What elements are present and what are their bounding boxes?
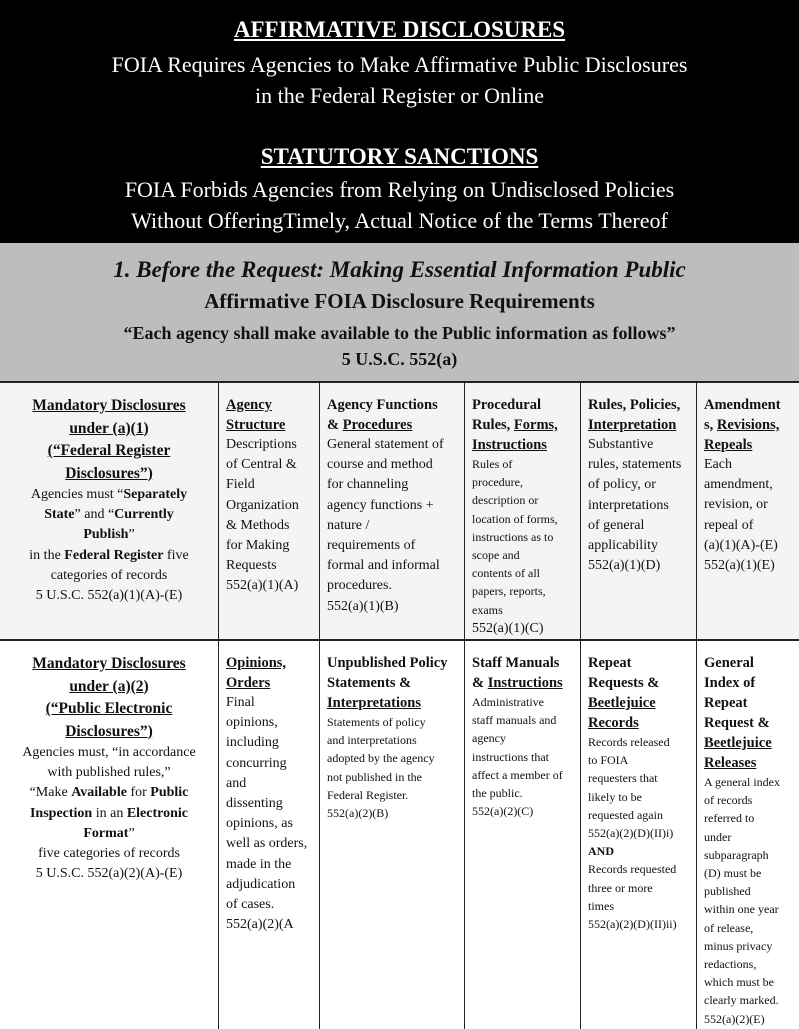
cell-heading: Rules, — [472, 417, 514, 433]
affirmative-disclosures-line2: in the Federal Register or Online — [255, 83, 544, 108]
cell-line: Rules of — [472, 457, 513, 471]
section-quote: “Each agency shall make available to the Public information as follows” — [123, 323, 676, 343]
cell-heading: Rules, Policies, — [588, 397, 681, 413]
cell-text-bold: Publish — [83, 527, 129, 543]
cell-line: & Methods — [226, 517, 290, 533]
cell-line: Records released — [588, 735, 670, 749]
cell-line: subparagraph — [704, 847, 769, 862]
cell-line: well as orders, — [226, 836, 308, 852]
cell-line: of records — [704, 793, 753, 808]
cell-line: exams — [472, 602, 503, 617]
affirmative-disclosures-heading: AFFIRMATIVE DISCLOSURES — [233, 17, 566, 42]
cell-line: requesters that — [588, 771, 658, 786]
cell-line: of cases. — [226, 897, 275, 913]
cell-body — [472, 693, 574, 802]
table-cell-mandatory-a1 — [0, 383, 218, 639]
cell-text-bold: Separately — [123, 487, 188, 502]
statutory-sanctions-line2: Without OfferingTimely, Actual Notice of the Terms Thereof — [131, 208, 668, 233]
cell-heading: Repeat — [588, 655, 632, 671]
cell-heading: Beetlejuice — [704, 735, 772, 751]
cell-line: papers, reports, — [472, 584, 546, 599]
cell-text-bold: Available — [71, 785, 127, 801]
cell-line: Statements of policy — [327, 715, 426, 729]
statutory-sanctions-block — [0, 144, 799, 236]
cell-text: five categories of records — [38, 846, 180, 862]
cell-text-bold: Public — [150, 785, 189, 801]
cell-line: 552(a)(2)(D)(II)i) — [588, 826, 674, 841]
cell-text: categories of records — [50, 567, 168, 583]
cell-line: Federal Register. — [327, 787, 409, 802]
table-row-public-electronic — [0, 641, 799, 1029]
table-cell-repeat-requests — [580, 641, 696, 1029]
cell-heading: Requests & — [588, 675, 660, 691]
cell-line: Requests — [226, 558, 277, 574]
cell-and: AND — [588, 844, 614, 859]
cell-line: adjudication — [226, 876, 296, 892]
cell-heading: Interpretation — [588, 417, 677, 433]
cell-text: five — [163, 547, 189, 563]
cell-line: procedures. — [327, 578, 392, 594]
cell-heading: Disclosures”) — [65, 722, 153, 740]
cell-line: Records requested — [588, 862, 677, 877]
cell-line: formal and informal — [327, 558, 440, 574]
table-cell-amendments — [696, 383, 799, 639]
cell-text-bold: Currently — [114, 507, 174, 523]
cell-text: “Make — [29, 785, 72, 801]
cell-line: clearly marked. — [704, 993, 779, 1008]
cell-line: 552(a)(2)(E) — [704, 1011, 765, 1026]
table-cell-opinions-orders — [218, 641, 319, 1029]
cell-heading: Repeat — [704, 695, 748, 711]
cell-body — [588, 733, 690, 842]
cell-heading: s, — [704, 417, 717, 433]
cell-text: ” — [128, 527, 135, 543]
cell-line: scope and — [472, 548, 520, 563]
cell-line: to FOIA — [588, 753, 629, 768]
cell-line: affect a member of — [472, 767, 563, 782]
cell-text: in the — [29, 547, 65, 563]
cell-heading: Request & — [704, 715, 770, 731]
cell-heading: under (a)(2) — [69, 677, 149, 695]
cell-citation: 552(a)(2)(B) — [327, 806, 389, 821]
cell-line: for Making — [226, 538, 290, 554]
cell-body — [704, 455, 793, 576]
cell-line: under — [704, 829, 732, 844]
cell-heading: Releases — [704, 755, 757, 771]
cell-heading: Orders — [226, 675, 271, 691]
cell-text-bold: Format — [83, 825, 129, 841]
cell-line: minus privacy — [704, 938, 773, 953]
header-banner — [0, 0, 799, 243]
cell-line: adopted by the agency — [327, 751, 435, 766]
cell-heading: Staff Manuals — [472, 655, 560, 671]
section-header — [0, 243, 799, 383]
cell-line: of general — [588, 517, 645, 533]
cell-line: referred to — [704, 811, 755, 826]
cell-heading: Agency Functions — [327, 397, 438, 413]
cell-heading: Procedures — [342, 417, 413, 433]
table-cell-procedural-rules — [464, 383, 580, 639]
cell-line: nature / — [327, 517, 370, 533]
cell-heading: General — [704, 655, 754, 671]
cell-heading: (“Public Electronic — [45, 700, 173, 717]
cell-heading: Structure — [226, 417, 286, 433]
cell-line: of Central & — [226, 457, 297, 473]
cell-heading: Interpretations — [327, 695, 421, 711]
cell-citation: 552(a)(1)(C) — [472, 620, 544, 636]
cell-line: (a)(1)(A)-(E) — [704, 537, 778, 553]
cell-heading: Agency — [226, 397, 272, 413]
cell-line: rules, statements — [588, 457, 682, 473]
cell-line: requirements of — [327, 538, 416, 554]
cell-heading: Mandatory Disclosures — [32, 397, 186, 414]
cell-citation: 552(a)(2)(C) — [472, 804, 534, 819]
cell-line: (D) must be — [704, 866, 762, 881]
cell-heading: Instructions — [487, 675, 563, 691]
cell-line: not published in the — [327, 769, 422, 784]
cell-line: staff manuals and — [472, 713, 557, 728]
affirmative-disclosures-block — [0, 17, 799, 111]
cell-line: which must be — [704, 975, 774, 990]
cell-line: Administrative — [472, 695, 544, 709]
cell-heading: Revisions, — [716, 417, 780, 433]
cell-heading: Opinions, — [226, 655, 287, 671]
cell-text: ” — [128, 825, 135, 841]
cell-heading: Disclosures”) — [65, 464, 153, 482]
cell-line: location of forms, — [472, 511, 558, 526]
cell-heading: Statements & — [327, 675, 412, 691]
cell-text: Agencies must, “in accordance — [22, 745, 196, 760]
cell-line: Final — [226, 695, 255, 710]
statutory-sanctions-line1: FOIA Forbids Agencies from Relying on Undisclosed Policies — [124, 177, 675, 202]
table-cell-general-index — [696, 641, 799, 1029]
cell-line: Each — [704, 457, 732, 472]
cell-line: concurring — [226, 755, 287, 771]
cell-line: likely to be — [588, 789, 642, 804]
table-cell-unpublished-policy — [319, 641, 464, 1029]
cell-line: 552(a)(1)(B) — [327, 598, 399, 614]
cell-line: agency — [472, 731, 506, 746]
cell-line: revision, or — [704, 497, 768, 513]
section-citation: 5 U.S.C. 552(a) — [341, 349, 458, 369]
cell-line: amendment, — [704, 477, 773, 493]
cell-line: three or more — [588, 880, 653, 895]
cell-line: instructions that — [472, 749, 549, 764]
cell-body — [327, 713, 458, 804]
table-cell-staff-manuals — [464, 641, 580, 1029]
cell-line: requested again — [588, 807, 663, 822]
cell-line: dissenting — [226, 796, 283, 812]
cell-text: in an — [92, 805, 127, 821]
cell-line: contents of all — [472, 566, 540, 581]
cell-heading: Beetlejuice — [588, 695, 656, 711]
cell-text: for — [126, 785, 151, 801]
cell-line: of policy, or — [588, 477, 656, 493]
cell-line: A general index — [704, 775, 780, 789]
cell-body — [327, 435, 458, 617]
cell-line: within one year — [704, 902, 779, 917]
table-cell-mandatory-a2 — [0, 641, 218, 1029]
cell-line: including — [226, 735, 279, 751]
cell-line: agency functions + — [327, 497, 434, 513]
cell-text-bold: Federal Register — [64, 547, 164, 563]
cell-line: Substantive — [588, 437, 654, 452]
cell-line: Descriptions — [226, 437, 297, 452]
cell-line: Organization — [226, 497, 299, 513]
cell-line: applicability — [588, 538, 658, 554]
table-cell-agency-structure — [218, 383, 319, 639]
affirmative-disclosures-line1: FOIA Requires Agencies to Make Affirmative Public Disclosures — [111, 52, 688, 77]
cell-line: 552(a)(2)(A — [226, 917, 294, 933]
cell-body — [226, 435, 313, 597]
cell-line: 552(a)(1)(D) — [588, 558, 661, 574]
cell-heading: Repeals — [704, 437, 753, 453]
cell-heading: Unpublished Policy — [327, 655, 448, 671]
cell-line: 552(a)(1)(A) — [226, 578, 299, 594]
cell-heading: Records — [588, 715, 639, 731]
table-cell-agency-functions — [319, 383, 464, 639]
cell-body — [704, 773, 793, 1028]
cell-line: the public. — [472, 786, 523, 801]
section-subtitle: Affirmative FOIA Disclosure Requirements — [204, 289, 595, 313]
cell-line: made in the — [226, 856, 292, 872]
cell-heading: Forms, — [513, 417, 558, 433]
cell-line: Field — [226, 477, 255, 493]
cell-line: and interpretations — [327, 733, 417, 748]
cell-text: with published rules,” — [47, 765, 171, 781]
cell-line: times — [588, 898, 614, 913]
cell-line: 552(a)(2)(D)(II)ii) — [588, 917, 677, 932]
cell-heading: & — [327, 417, 343, 433]
cell-text: Agencies must “ — [30, 487, 124, 502]
cell-line: course and method — [327, 457, 433, 473]
cell-line: 552(a)(1)(E) — [704, 558, 775, 574]
cell-citation: 5 U.S.C. 552(a)(1)(A)-(E) — [35, 588, 183, 604]
cell-text-bold: Inspection — [29, 805, 93, 821]
cell-line: General statement of — [327, 437, 444, 452]
cell-line: interpretations — [588, 497, 669, 513]
cell-heading: Instructions — [472, 437, 547, 453]
cell-body — [588, 860, 690, 933]
cell-heading: Procedural — [472, 397, 541, 413]
table-cell-rules-policies — [580, 383, 696, 639]
cell-line: published — [704, 884, 751, 899]
cell-heading: & — [472, 675, 488, 691]
table-row-federal-register — [0, 383, 799, 641]
cell-citation: 5 U.S.C. 552(a)(2)(A)-(E) — [35, 866, 183, 882]
cell-line: of release, — [704, 920, 754, 935]
section-title: 1. Before the Request: Making Essential Information Public — [113, 257, 686, 282]
cell-line: description or — [472, 493, 539, 508]
statutory-sanctions-heading: STATUTORY SANCTIONS — [260, 144, 539, 169]
cell-heading: under (a)(1) — [69, 419, 149, 437]
cell-line: instructions as to — [472, 529, 554, 544]
cell-body — [226, 693, 313, 935]
cell-line: and — [226, 775, 247, 791]
cell-line: procedure, — [472, 475, 523, 490]
cell-heading: (“Federal Register — [47, 442, 171, 459]
cell-heading: Amendment — [704, 397, 781, 413]
cell-text-bold: State — [44, 507, 75, 523]
cell-line: opinions, — [226, 715, 278, 731]
cell-line: for channeling — [327, 477, 409, 493]
cell-text: ” and “ — [74, 507, 115, 523]
cell-line: repeal of — [704, 517, 754, 533]
cell-line: redactions, — [704, 957, 757, 972]
cell-heading: Mandatory Disclosures — [32, 655, 186, 672]
cell-heading: Index of — [704, 675, 756, 691]
cell-body — [472, 455, 574, 619]
cell-body — [588, 435, 690, 576]
cell-line: opinions, as — [226, 816, 293, 832]
cell-text-bold: Electronic — [126, 805, 188, 821]
